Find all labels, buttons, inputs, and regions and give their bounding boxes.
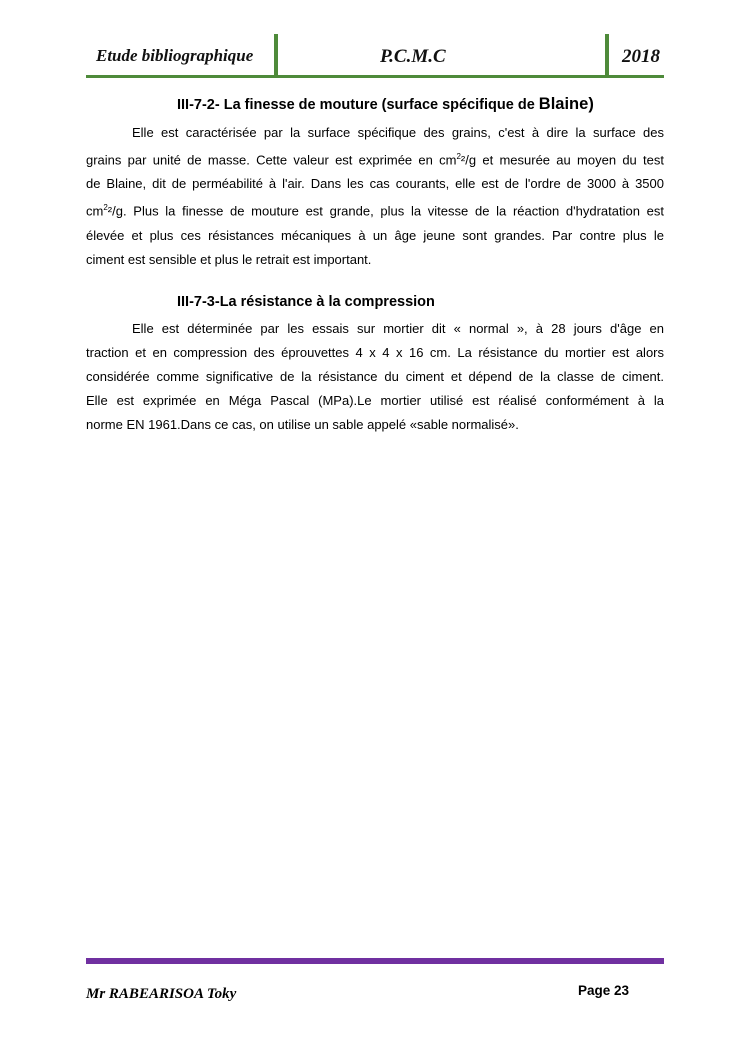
paragraph-line: grains par unité de masse. Cette valeur est exprimée en $cm^2^2/g$ et mesurée au moyen du test bbox=[86, 152, 664, 168]
header-rule bbox=[86, 75, 664, 78]
paragraph-line: ciment est sensible et plus le retrait est important. bbox=[86, 251, 372, 267]
paragraph-line: considérée comme significative de la résistance du ciment et dépend de la classe de ciment. bbox=[86, 369, 664, 384]
section-heading-compression: III-7-3-La résistance à la compression bbox=[177, 294, 435, 310]
header-separator bbox=[605, 34, 609, 78]
paragraph-line: traction et en compression des éprouvettes 4 x 4 x 16 cm. La résistance du mortier est alors bbox=[86, 345, 664, 360]
heading-text: III-7-2- La finesse de mouture (surface spécifique de bbox=[177, 97, 539, 113]
page-header bbox=[86, 34, 664, 78]
section-heading-finesse bbox=[177, 95, 594, 114]
paragraph-line: Elle est caractérisée par la surface spécifique des grains, c'est à dire la surface des bbox=[132, 125, 664, 140]
footer-author: Mr RABEARISOA Toky bbox=[86, 986, 237, 1002]
header-separator bbox=[274, 34, 278, 78]
paragraph-line: Elle est exprimée en Méga Pascal (MPa).Le mortier utilisé est réalisé conformément à la bbox=[86, 393, 664, 408]
paragraph-compression bbox=[86, 317, 664, 437]
heading-text-blaine: Blaine) bbox=[538, 95, 594, 113]
footer-rule bbox=[86, 958, 664, 964]
paragraph-line: norme EN 1961.Dans ce cas, on utilise un sable appelé «sable normalisé». bbox=[86, 417, 519, 432]
paragraph-finesse bbox=[86, 121, 664, 272]
paragraph-line: Elle est déterminée par les essais sur mortier dit « normal », à 28 jours d'âge en bbox=[132, 321, 664, 336]
header-left-title: Etude bibliographique bbox=[96, 46, 254, 65]
header-year: 2018 bbox=[622, 46, 660, 67]
header-center-title: P.C.M.C bbox=[380, 46, 446, 67]
footer-page-number: Page 23 bbox=[578, 983, 630, 998]
paragraph-line: de Blaine, dit de perméabilité à l'air. Dans les cas courants, elle est de l'ordre de 3000 à 3500 bbox=[86, 176, 664, 192]
paragraph-line: $cm^2^2/g$. Plus la finesse de mouture est grande, plus la vitesse de la réaction d'hydratation est bbox=[86, 203, 664, 219]
paragraph-line: élevée et plus ces résistances mécaniques à un âge jeune sont grandes. Par contre plus le bbox=[86, 227, 664, 243]
